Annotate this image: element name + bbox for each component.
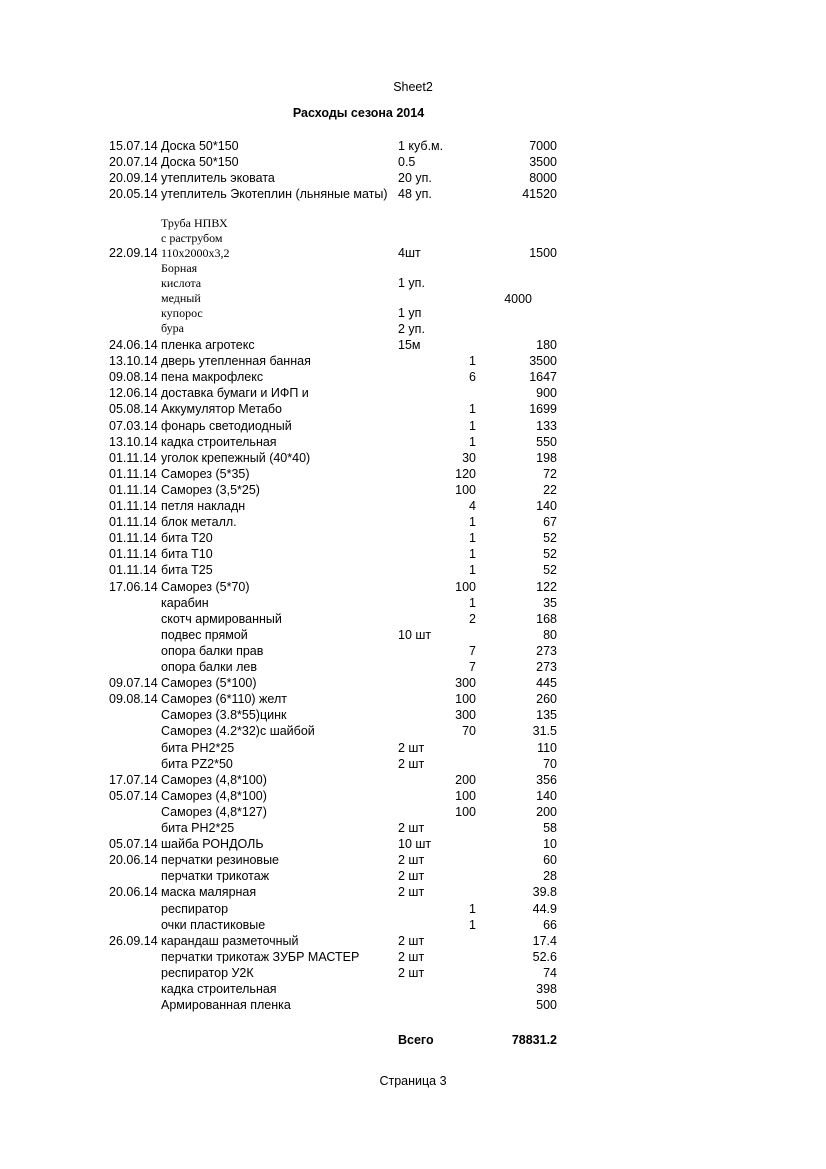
row-date: 09.08.14 (109, 692, 158, 707)
row-item: опора балки лев (161, 660, 257, 674)
row-item: бита Т20 (161, 531, 213, 546)
row-item: опора балки прав (161, 643, 264, 658)
table-row (0, 401, 826, 417)
chem-item-line: кислота (161, 276, 202, 290)
table-row (0, 933, 826, 949)
row-date: 01.11.14 (109, 450, 157, 465)
row-item: Саморез (3,5*25) (161, 482, 260, 497)
row-qty: 70 (462, 724, 476, 739)
row-price: 41520 (522, 187, 557, 202)
row-item: Аккумулятор Метабо (161, 402, 282, 417)
row-unit: 2 шт (398, 949, 425, 964)
table-row (0, 546, 826, 562)
table-row (0, 981, 826, 997)
row-qty: 1 (469, 402, 476, 417)
table-row (0, 466, 826, 482)
row-item: маска малярная (161, 885, 257, 900)
table-row (0, 562, 826, 578)
row-price: 200 (536, 804, 557, 819)
pipe-item-line: с раструбом (161, 231, 223, 245)
row-item: Саморез (5*35) (161, 466, 250, 481)
table-row (0, 514, 826, 530)
row-date: 05.08.14 (109, 402, 158, 417)
table-row (0, 138, 826, 154)
row-price: 35 (543, 595, 557, 610)
table-row (0, 691, 826, 707)
row-price: 31.5 (532, 724, 557, 739)
row-price: 1647 (529, 370, 557, 385)
row-qty: 1 (469, 354, 476, 369)
table-row (0, 579, 826, 595)
row-price: 70 (543, 756, 557, 771)
row-date: 05.07.14 (109, 788, 158, 803)
row-unit: 20 уп. (398, 171, 432, 186)
table-row (0, 949, 826, 965)
row-price: 398 (536, 982, 557, 996)
table-row (0, 337, 826, 353)
row-price: 168 (536, 611, 557, 626)
row-date: 13.10.14 (109, 434, 158, 449)
chem-item-line: Борная (161, 261, 198, 275)
row-price: 260 (536, 692, 557, 707)
row-unit: 1 куб.м. (398, 139, 444, 153)
row-unit: 2 шт (398, 933, 425, 948)
row-item: подвес прямой (161, 627, 248, 642)
row-qty: 7 (469, 643, 476, 658)
row-item: Доска 50*150 (161, 139, 239, 153)
row-qty: 2 (469, 611, 476, 626)
row-price: 500 (536, 998, 557, 1013)
chem-price: 4000 (504, 292, 532, 306)
chem-unit: 1 уп. (398, 276, 425, 290)
row-qty: 1 (469, 563, 476, 578)
row-unit: 0.5 (398, 155, 416, 170)
total-row (0, 1032, 826, 1048)
row-price: 198 (536, 450, 557, 465)
row-item: респиратор (161, 901, 229, 916)
table-row (0, 643, 826, 659)
row-price: 122 (536, 579, 557, 594)
pipe-price: 1500 (529, 246, 557, 260)
row-qty: 120 (455, 466, 476, 481)
table-row (0, 154, 826, 170)
table-row (0, 186, 826, 202)
table-row (0, 369, 826, 385)
row-date: 20.05.14 (109, 187, 158, 202)
table-row (0, 627, 826, 643)
table-row (0, 836, 826, 852)
table-row (0, 595, 826, 611)
row-price: 52 (543, 547, 557, 562)
row-date: 20.07.14 (109, 155, 158, 170)
row-date: 01.11.14 (109, 482, 157, 497)
row-item: пена макрофлекс (161, 370, 264, 385)
row-date: 17.07.14 (109, 772, 158, 787)
row-item: перчатки резиновые (161, 853, 280, 868)
table-row (0, 418, 826, 434)
row-date: 17.06.14 (109, 579, 158, 594)
row-price: 58 (543, 821, 557, 835)
row-qty: 1 (469, 547, 476, 562)
row-qty: 100 (455, 804, 476, 819)
row-price: 135 (536, 708, 557, 723)
row-item: перчатки трикотаж ЗУБР МАСТЕР (161, 949, 360, 964)
table-row (0, 353, 826, 369)
chem-unit-row (0, 321, 826, 337)
row-unit: 2 шт (398, 740, 425, 755)
total-value: 78831.2 (511, 1033, 557, 1047)
table-row (0, 788, 826, 804)
pipe-item-row (0, 245, 826, 261)
row-price: 28 (543, 869, 557, 884)
row-qty: 100 (455, 579, 476, 594)
row-item: бита Т25 (161, 563, 213, 578)
row-price: 3500 (529, 155, 557, 170)
row-qty: 7 (469, 660, 476, 674)
row-item: очки пластиковые (161, 917, 266, 932)
row-date: 05.07.14 (109, 837, 158, 852)
row-unit: 2 шт (398, 885, 425, 900)
row-unit: 10 шт (398, 837, 432, 852)
pipe-date: 22.09.14 (109, 246, 158, 260)
row-price: 180 (536, 338, 557, 352)
row-price: 550 (536, 434, 557, 449)
row-price: 10 (543, 837, 557, 852)
row-qty: 1 (469, 418, 476, 433)
row-item: Саморез (3.8*55)цинк (161, 708, 287, 723)
row-price: 17.4 (532, 933, 557, 948)
row-qty: 1 (469, 531, 476, 546)
chem-unit-row (0, 305, 826, 321)
row-item: Саморез (5*100) (161, 676, 257, 691)
row-unit: 15м (398, 338, 421, 352)
row-item: кадка строительная (161, 982, 277, 996)
row-date: 01.11.14 (109, 531, 157, 546)
sheet-title: Расходы сезона 2014 (292, 106, 425, 120)
row-qty: 100 (455, 788, 476, 803)
row-price: 445 (536, 676, 557, 691)
row-item: Саморез (5*70) (161, 579, 250, 594)
table-row (0, 434, 826, 450)
row-qty: 200 (455, 772, 476, 787)
row-qty: 1 (469, 434, 476, 449)
row-item: респиратор У2К (161, 965, 254, 980)
table-row (0, 611, 826, 627)
row-price: 72 (543, 466, 557, 481)
row-item: Саморез (4,8*127) (161, 804, 267, 819)
row-price: 67 (543, 515, 557, 530)
row-date: 01.11.14 (109, 515, 157, 530)
row-price: 52 (543, 531, 557, 546)
pipe-item-line: 110х2000х3,2 (161, 246, 230, 260)
row-qty: 100 (455, 482, 476, 497)
row-unit: 48 уп. (398, 187, 432, 202)
row-qty: 30 (462, 450, 476, 465)
chem-item-line: купорос (161, 306, 203, 320)
row-price: 273 (536, 643, 557, 658)
row-qty: 1 (469, 595, 476, 610)
row-price: 22 (543, 482, 557, 497)
row-item: блок металл. (161, 515, 237, 530)
row-price: 900 (536, 386, 557, 401)
row-price: 110 (537, 740, 557, 755)
row-item: пленка агротекс (161, 338, 255, 352)
row-date: 20.06.14 (109, 885, 158, 900)
table-row (0, 852, 826, 868)
row-date: 26.09.14 (109, 933, 158, 948)
row-item: бита PZ2*50 (161, 756, 233, 771)
table-row (0, 965, 826, 981)
row-unit: 2 шт (398, 756, 425, 771)
row-date: 01.11.14 (109, 466, 157, 481)
table-row (0, 756, 826, 772)
row-item: Армированная пленка (161, 998, 291, 1013)
row-price: 140 (536, 499, 557, 513)
row-price: 3500 (529, 354, 557, 369)
table-row (0, 740, 826, 756)
table-row (0, 450, 826, 466)
row-item: Саморез (4,8*100) (161, 788, 267, 803)
row-price: 66 (543, 917, 557, 932)
row-qty: 6 (469, 370, 476, 385)
row-date: 20.09.14 (109, 171, 158, 186)
row-date: 09.07.14 (109, 676, 158, 691)
chem-item-line: бура (161, 321, 184, 335)
row-price: 7000 (529, 139, 557, 153)
table-row (0, 659, 826, 675)
row-qty: 300 (455, 708, 476, 723)
pipe-item-line: Труба НПВХ (161, 216, 228, 230)
row-price: 44.9 (532, 901, 557, 916)
row-price: 356 (536, 772, 557, 787)
chem-unit: 1 уп (398, 306, 422, 320)
row-item: бита PH2*25 (161, 740, 235, 755)
row-date: 09.08.14 (109, 370, 158, 385)
row-item: бита Т10 (161, 547, 213, 562)
row-item: петля накладн (161, 499, 246, 513)
row-item: Саморез (4.2*32)с шайбой (161, 724, 315, 739)
row-date: 07.03.14 (109, 418, 158, 433)
row-item: Саморез (6*110) желт (161, 692, 287, 707)
row-price: 140 (536, 788, 557, 803)
table-row (0, 385, 826, 401)
table-row (0, 901, 826, 917)
table-row (0, 772, 826, 788)
row-item: уголок крепежный (40*40) (161, 450, 311, 465)
row-unit: 2 шт (398, 821, 425, 835)
row-qty: 100 (455, 692, 476, 707)
total-label: Всего (398, 1033, 434, 1047)
table-row (0, 675, 826, 691)
row-date: 01.11.14 (109, 499, 157, 513)
row-date: 20.06.14 (109, 853, 158, 868)
row-item: бита PH2*25 (161, 821, 235, 835)
row-price: 52 (543, 563, 557, 578)
row-item: утеплитель эковата (161, 171, 275, 186)
row-date: 13.10.14 (109, 354, 158, 369)
row-item: Саморез (4,8*100) (161, 772, 267, 787)
row-item: фонарь светодиодный (161, 418, 292, 433)
row-date: 12.06.14 (109, 386, 158, 401)
table-row (0, 884, 826, 900)
row-item: скотч армированный (161, 611, 282, 626)
row-item: кадка строительная (161, 434, 277, 449)
row-item: дверь утепленная банная (161, 354, 311, 369)
row-price: 8000 (529, 171, 557, 186)
pipe-unit: 4шт (398, 246, 421, 260)
table-row (0, 530, 826, 546)
row-item: утеплитель Экотеплин (льняные маты) (161, 187, 388, 202)
table-row (0, 804, 826, 820)
row-qty: 300 (455, 676, 476, 691)
row-date: 15.07.14 (109, 139, 158, 153)
page-footer: Страница 3 (379, 1074, 447, 1088)
row-qty: 1 (469, 917, 476, 932)
row-unit: 2 шт (398, 853, 425, 868)
row-item: Доска 50*150 (161, 155, 239, 170)
row-price: 52.6 (532, 949, 557, 964)
row-price: 39.8 (532, 885, 557, 900)
row-price: 60 (543, 853, 557, 868)
chem-unit: 2 уп. (398, 322, 425, 336)
row-qty: 1 (469, 901, 476, 916)
row-date: 01.11.14 (109, 547, 157, 562)
table-row (0, 498, 826, 514)
table-row (0, 820, 826, 836)
row-item: перчатки трикотаж (161, 869, 270, 884)
row-item: карандаш разметочный (161, 933, 299, 948)
table-row (0, 997, 826, 1013)
row-qty: 4 (469, 499, 476, 513)
row-item: шайба РОНДОЛЬ (161, 837, 264, 852)
row-item: доставка бумаги и ИФП и (161, 386, 309, 401)
page-header: Sheet2 (393, 80, 433, 94)
row-qty: 1 (469, 515, 476, 530)
table-row (0, 170, 826, 186)
row-unit: 2 шт (398, 869, 425, 884)
row-price: 74 (543, 965, 557, 980)
row-price: 80 (543, 627, 557, 642)
table-row (0, 707, 826, 723)
row-price: 273 (536, 660, 557, 674)
row-item: карабин (161, 595, 209, 610)
table-row (0, 723, 826, 739)
chem-item-line: медный (161, 291, 201, 305)
row-unit: 10 шт (398, 627, 432, 642)
row-date: 01.11.14 (109, 563, 157, 578)
table-row (0, 868, 826, 884)
row-unit: 2 шт (398, 965, 425, 980)
chem-unit-row (0, 275, 826, 291)
row-price: 133 (536, 418, 557, 433)
table-row (0, 482, 826, 498)
row-date: 24.06.14 (109, 338, 158, 352)
table-row (0, 917, 826, 933)
row-price: 1699 (529, 402, 557, 417)
